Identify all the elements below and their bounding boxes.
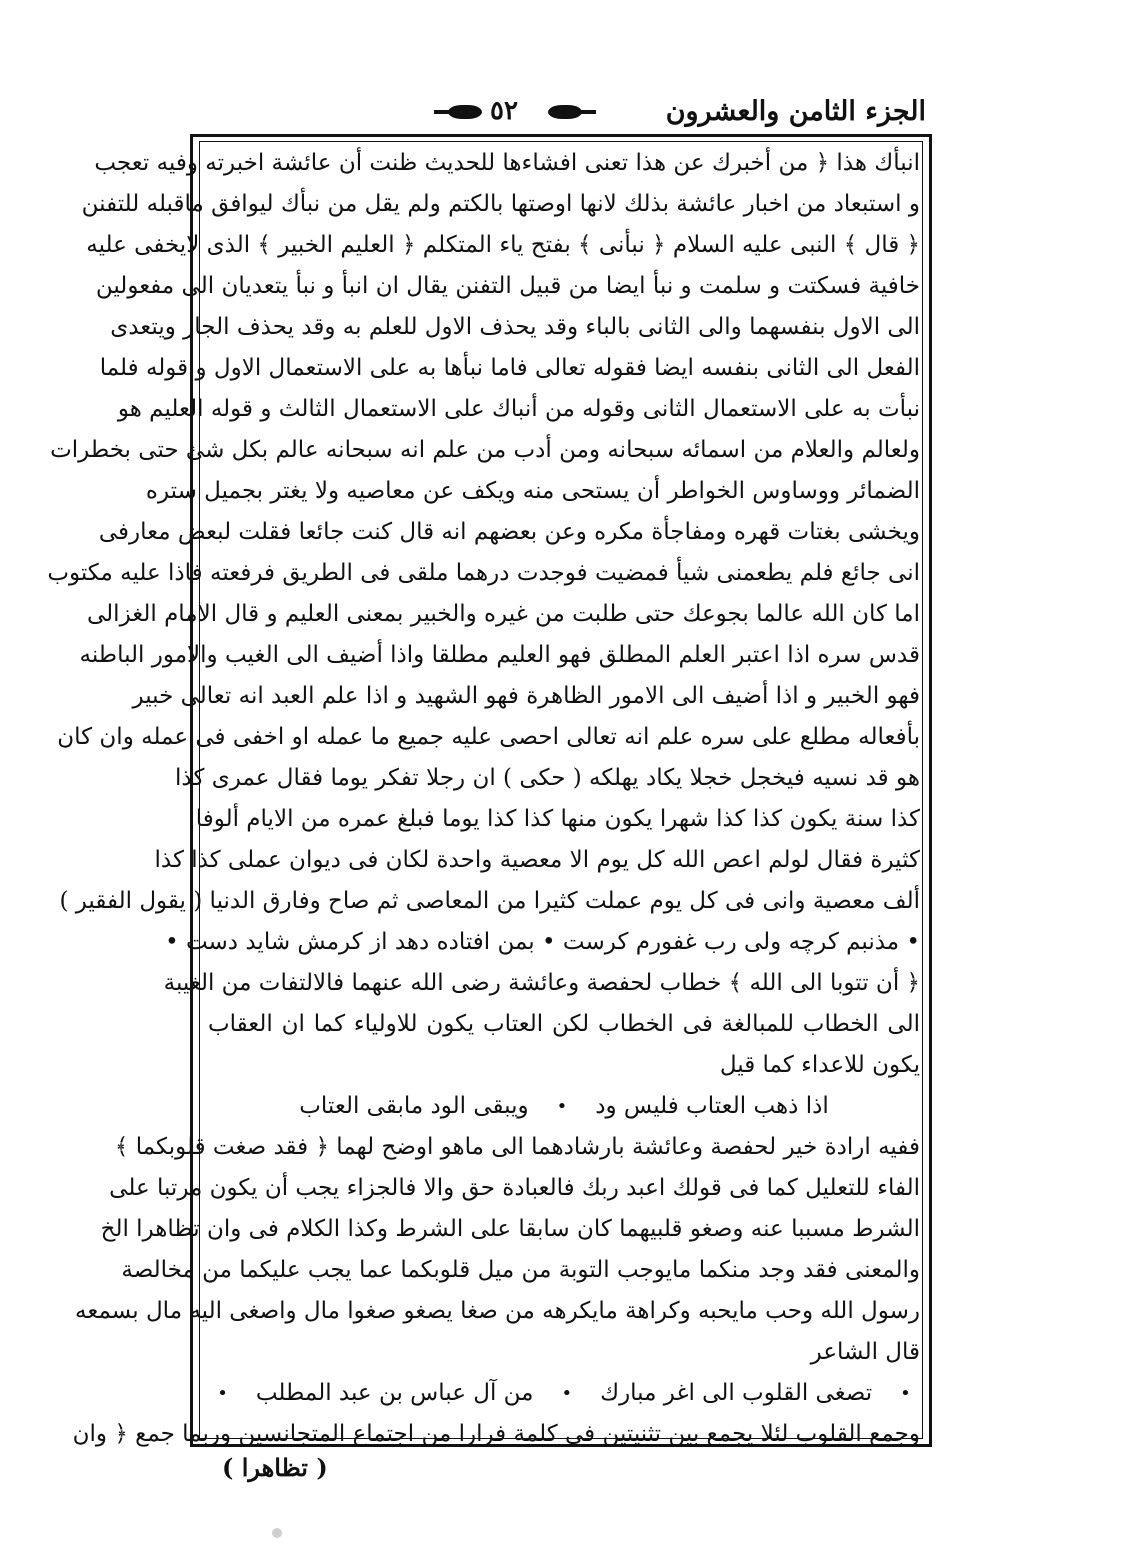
text-line: بأفعاله مطلع على سره علم انه تعالى احصى عليه جميع ما عمله او اخفى فى عمله وان كان (57, 724, 920, 750)
text-line: الضمائر ووساوس الخواطر أن يستحى منه ويكف عن معاصيه ولا يغتر بجميل ستره (145, 478, 920, 504)
text-line: انى جائع فلم يطعمنى شيأ فمضيت فوجدت درهما ملقى فى الطريق فرفعته فاذا عليه مكتوب (47, 560, 920, 586)
text-line: قال الشاعر (810, 1339, 920, 1365)
text-line: ولعالم والعلام من اسمائه سبحانه ومن أدب من علم انه سبحانه عالم بكل شئ حتى بخطرات (50, 437, 920, 463)
text-line: الشرط مسببا عنه وصغو قلبيهما كان سابقا على الشرط وكذا الكلام فى وان تظاهرا الخ (100, 1216, 920, 1242)
text-line: و استبعاد من اخبار عائشة بذلك لانها اوصتها بالكتم ولم يقل من نبأك ليوافق ماقبله للتفنن (81, 191, 920, 217)
text-line: الفعل الى الثانى بنفسه ايضا فقوله تعالى فاما نبأها به على الاستعمال الاول و قوله فلما (99, 355, 920, 381)
verse-separator-icon: • (556, 1096, 568, 1117)
text-line: خافية فسكتت و سلمت و نبأ ايضا من قبيل التفنن يقال ان انبأ و نبأ يتعديان الى مفعولين (95, 273, 920, 299)
text-line: والمعنى فقد وجد منكما مايوجب التوبة من ميل قلوبكما عما يجب عليكما من مخالصة (121, 1257, 920, 1283)
text-line: ﴿ قال ﴾ النبى عليه السلام ﴿ نبأنى ﴾ بفتح ياء المتكلم ﴿ العليم الخبير ﴾ الذى لايخفى عليه (86, 232, 920, 258)
verse-hemistich-first: اذا ذهب العتاب فليس ود (595, 1093, 829, 1119)
part-title: الجزء الثامن والعشرون (665, 96, 926, 127)
verse-separator-icon: • (561, 1383, 573, 1404)
verse-separator-icon: • (217, 1383, 228, 1404)
page-number: ٥٢ (490, 96, 518, 126)
text-line: ألف معصية وانى فى كل يوم عملت كثيرا من المعاصى ثم صاح وفارق الدنيا ( يقول الفقير ) (59, 888, 920, 914)
main-text (47, 143, 920, 1447)
text-line-last: وجمع القلوب لئلا يجمع بين تثنيتين فى كلمة فرارا من اجتماع المتجانسين وربما جمع ﴿ وان (72, 1421, 920, 1447)
verse-couplet (208, 1373, 920, 1414)
text-line: نبأت به على الاستعمال الثانى وقوله من أنباك على الاستعمال الثالث و قوله العليم هو (117, 396, 920, 422)
text-line: كذا سنة يكون كذا كذا شهرا يكون منها كذا كذا يوما فبلغ عمره من الايام ألوفا (195, 806, 920, 832)
text-line: قدس سره اذا اعتبر العلم المطلق فهو العليم مطلقا واذا أضيف الى الغيب والامور الباطنه (79, 642, 920, 668)
header-ornament-left-icon (448, 105, 482, 119)
text-line: يكون للاعداء كما قيل (719, 1052, 920, 1078)
text-line: اما كان الله عالما بجوعك حتى طلبت من غيره والخبير بمعنى العليم و قال الامام الغزالى (87, 601, 920, 627)
text-line: ففيه ارادة خير لحفصة وعائشة بارشادهما الى ماهو اوضح لهما ﴿ فقد صغت قلوبكما ﴾ (114, 1134, 920, 1160)
paper-speck-icon (272, 1528, 282, 1538)
text-line: كثيرة فقال لولم اعص الله كل يوم الا معصية واحدة لكان فى ديوان عملى كذا كذا (154, 847, 920, 873)
text-line: ﴿ أن تتوبا الى الله ﴾ خطاب لحفصة وعائشة رضى الله عنهما فالالتفات من الغيبة (163, 970, 920, 996)
verse-hemistich-second: من آل عباس بن عبد المطلب (255, 1380, 534, 1406)
text-line: الى الاول بنفسهما والى الثانى بالباء وقد يحذف الاول للعلم به وقد يحذف الجار ويتعدى (110, 314, 920, 340)
text-line: ويخشى بغتات قهره ومفاجأة مكره وعن بعضهم انه قال كنت جائعا فقلت لبعض معارفى (98, 519, 920, 545)
text-line: انبأك هذا ﴿ من أخبرك عن هذا تعنى افشاءها للحديث ظنت أن عائشة اخبرته وفيه تعجب (94, 150, 920, 176)
verse-hemistich-second: ويبقى الود مابقى العتاب (299, 1093, 529, 1119)
verse-hemistich-first: تصغى القلوب الى اغر مبارك (600, 1380, 873, 1406)
verse-separator-icon: • (900, 1383, 911, 1404)
text-line: الى الخطاب للمبالغة فى الخطاب لكن العتاب يكون للاولياء كما ان العقاب (208, 1011, 920, 1037)
persian-verse-line: • مذنبم كرچه ولى رب غفورم كرست • بمن افتاده دهد از كرمش شايد دست • (165, 929, 920, 955)
text-line: رسول الله وحب مايحبه وكراهة مايكرهه من صغا يصغو صغوا مال واصغى اليه مال بسمعه (75, 1298, 920, 1324)
header-ornament-right-icon (548, 105, 582, 119)
page-header (190, 92, 932, 130)
text-line: فهو الخبير و اذا أضيف الى الامور الظاهرة فهو الشهيد و اذا علم العبد انه تعالى خبير (132, 683, 920, 709)
verse-couplet (208, 1086, 920, 1127)
catchword: ( تظاهرا ) (222, 1453, 328, 1482)
text-line: الفاء للتعليل كما فى قولك اعبد ربك فالعبادة حق والا فالجزاء يجب أن يكون مرتبا على (109, 1175, 920, 1201)
text-line: هو قد نسيه فيخجل خجلا يكاد يهلكه ( حكى ) ان رجلا تفكر يوما فقال عمرى كذا (175, 765, 920, 791)
